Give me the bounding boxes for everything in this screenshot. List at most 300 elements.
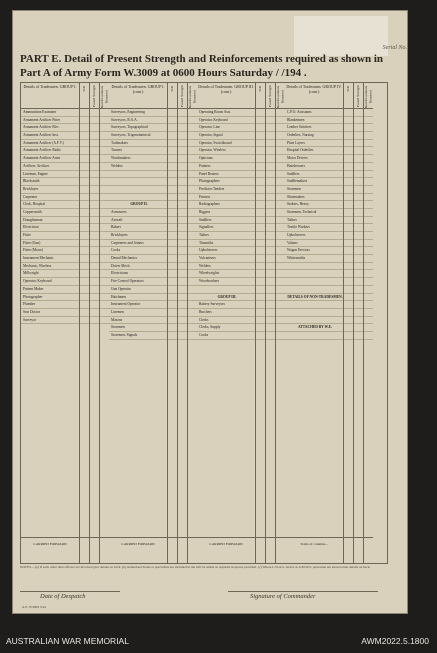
table-cell [80, 224, 89, 232]
table-cell [256, 132, 265, 140]
table-cell [276, 209, 285, 217]
table-cell [188, 178, 197, 186]
table-cell [178, 155, 187, 163]
table-cell [90, 140, 99, 148]
table-cell [256, 309, 265, 317]
table-cell [178, 163, 187, 171]
table-row-label [109, 178, 167, 186]
carried-forward-cell [276, 537, 285, 563]
table-cell [266, 270, 275, 278]
table-cell [100, 178, 109, 186]
table-cell [266, 332, 275, 340]
table-cell [168, 278, 177, 286]
table-cell [266, 209, 275, 217]
table-row-label: Coppersmith [21, 209, 79, 217]
table-cell [80, 194, 89, 202]
table-cell [80, 155, 89, 163]
table-cell [276, 294, 285, 302]
strength-column [80, 83, 90, 563]
table-cell [178, 332, 187, 340]
table-cell [90, 132, 99, 140]
carried-forward-cell [344, 537, 353, 563]
table-row-label: Pattern Maker [21, 286, 79, 294]
table-cell [80, 132, 89, 140]
column-group [285, 83, 373, 563]
table-cell [276, 286, 285, 294]
table-row-label: Masons [109, 317, 167, 325]
table-row-label: Plate Layers [285, 140, 343, 148]
table-row-label: Predictor Tenders [197, 186, 255, 194]
table-cell [188, 186, 197, 194]
table-row-label: Motor Drivers [285, 155, 343, 163]
strength-column [354, 83, 364, 563]
table-cell [80, 294, 89, 302]
table-cell [266, 109, 275, 117]
table-cell [168, 232, 177, 240]
carried-forward-cell [90, 537, 99, 563]
table-cell [90, 309, 99, 317]
table-cell [256, 286, 265, 294]
table-cell [354, 317, 363, 325]
table-cell [100, 201, 109, 209]
table-cell [178, 309, 187, 317]
table-cell [80, 147, 89, 155]
table-row-label: Welders [109, 163, 167, 171]
table-cell [100, 117, 109, 125]
strength-column-heading [276, 83, 285, 109]
table-cell [364, 217, 373, 225]
carried-forward-cell: CARRIED FORWARD [21, 537, 79, 563]
table-cell [354, 240, 363, 248]
table-cell [80, 109, 89, 117]
tradesmen-name-column [197, 83, 256, 563]
table-cell [178, 109, 187, 117]
table-row-label: Electrician [21, 224, 79, 232]
table-row-label: Surveyor [21, 317, 79, 325]
table-cell [266, 132, 275, 140]
table-row-label: Carpenters and Joiners [109, 240, 167, 248]
table-cell [178, 178, 187, 186]
table-row-label: Dental Mechanics [109, 255, 167, 263]
table-cell [100, 124, 109, 132]
table-cell [80, 270, 89, 278]
table-cell [276, 194, 285, 202]
table-row-label [285, 317, 343, 325]
table-row-label: Clerks [197, 317, 255, 325]
table-cell [100, 247, 109, 255]
table-cell [364, 247, 373, 255]
table-cell [276, 140, 285, 148]
column-heading: Details of Tradesmen. GROUP I. [21, 83, 79, 109]
table-cell [100, 278, 109, 286]
table-row-label: Artificer, Artificer [21, 163, 79, 171]
table-row-label [285, 286, 343, 294]
table-cell [178, 247, 187, 255]
table-cell [344, 194, 353, 202]
table-cell [344, 140, 353, 148]
strength-column-heading [364, 83, 373, 109]
table-cell [100, 140, 109, 148]
table-cell [90, 209, 99, 217]
table-cell [178, 317, 187, 325]
table-row-label: Operator, Signal [197, 132, 255, 140]
table-cell [188, 124, 197, 132]
table-cell [80, 171, 89, 179]
table-cell [256, 224, 265, 232]
table-cell [344, 301, 353, 309]
table-cell [276, 240, 285, 248]
table-cell [188, 109, 197, 117]
table-cell [168, 201, 177, 209]
table-cell [364, 186, 373, 194]
table-cell [178, 124, 187, 132]
table-cell [188, 117, 197, 125]
table-cell [364, 278, 373, 286]
table-row-label: Cooks [197, 332, 255, 340]
table-cell [266, 171, 275, 179]
table-cell [344, 171, 353, 179]
table-cell [364, 263, 373, 271]
table-row-label: Printers [197, 194, 255, 202]
table-cell [354, 186, 363, 194]
table-cell [344, 247, 353, 255]
strength-heading-label: Reinforcements Required [188, 85, 197, 108]
carried-forward-cell: CARRIED FORWARD [109, 537, 167, 563]
table-cell [364, 140, 373, 148]
table-cell [276, 132, 285, 140]
table-row-label: Photographers [197, 178, 255, 186]
table-cell [256, 155, 265, 163]
table-cell [90, 317, 99, 325]
table-cell [188, 217, 197, 225]
table-cell [266, 278, 275, 286]
table-cell [100, 109, 109, 117]
table-row-label: Wagon Erectors [285, 247, 343, 255]
table-cell [188, 171, 197, 179]
table-cell [266, 224, 275, 232]
table-row-label: Orderlies, Nursing [285, 132, 343, 140]
table-row-label: Surveyors, Trigonometrical [109, 132, 167, 140]
table-cell [354, 255, 363, 263]
table-cell [80, 309, 89, 317]
table-row-label: Signallers [197, 224, 255, 232]
table-cell [256, 232, 265, 240]
table-cell [188, 201, 197, 209]
table-cell [90, 232, 99, 240]
table-cell [276, 332, 285, 340]
table-cell [344, 332, 353, 340]
paper-tab [294, 16, 388, 56]
strength-column [276, 83, 285, 563]
table-row-label: Bricklayer [21, 186, 79, 194]
table-cell [344, 147, 353, 155]
table-row-label: Fire Control Operators [109, 278, 167, 286]
table-cell [188, 155, 197, 163]
table-row-label: C.P.O. Assistants [285, 109, 343, 117]
table-row-label: Linemen [109, 309, 167, 317]
table-cell [364, 163, 373, 171]
table-row-label: Hospital Orderlies [285, 147, 343, 155]
table-cell [188, 240, 197, 248]
table-cell [276, 324, 285, 332]
table-cell [90, 124, 99, 132]
strength-heading-label: Posted Strength [180, 85, 185, 108]
caption-right: AWM2022.5.1800 [361, 636, 429, 646]
table-row-label: Millwright [21, 270, 79, 278]
carried-forward-cell [178, 537, 187, 563]
table-row-label: Saddlers [197, 217, 255, 225]
table-cell [266, 294, 275, 302]
table-cell [266, 255, 275, 263]
table-cell [364, 155, 373, 163]
table-cell [364, 317, 373, 325]
carried-forward-cell [188, 537, 197, 563]
carried-forward-cell: CARRIED FORWARD [197, 537, 255, 563]
strength-heading-label: Posted Strength [268, 85, 273, 108]
table-cell [276, 109, 285, 117]
table-cell [276, 171, 285, 179]
table-row-label: Radiographers [197, 201, 255, 209]
table-row-label: Fitter (Motor) [21, 247, 79, 255]
table-cell [188, 247, 197, 255]
table-cell [256, 278, 265, 286]
table-row-label: Turners [109, 147, 167, 155]
table-cell [188, 255, 197, 263]
table-cell [266, 186, 275, 194]
table-cell [168, 171, 177, 179]
table-cell [354, 332, 363, 340]
table-row-label: GROUP II. [109, 201, 167, 209]
table-cell [100, 301, 109, 309]
table-cell [80, 117, 89, 125]
table-cell [188, 270, 197, 278]
table-cell [344, 217, 353, 225]
table-cell [80, 255, 89, 263]
table-row-label: DETAILS OF NON-TRADESMEN. [285, 294, 343, 302]
table-cell [364, 294, 373, 302]
table-cell [256, 163, 265, 171]
tradesmen-name-column [109, 83, 168, 563]
table-cell [256, 171, 265, 179]
table-cell [178, 171, 187, 179]
table-cell [100, 194, 109, 202]
table-cell [168, 124, 177, 132]
strength-heading-label: Reinforcements Required [276, 85, 285, 108]
strength-column-heading [168, 83, 177, 109]
table-cell [354, 324, 363, 332]
table-row-label: Storemen [285, 186, 343, 194]
table-cell [344, 232, 353, 240]
table-cell [266, 194, 275, 202]
table-row-label [109, 171, 167, 179]
table-cell [276, 124, 285, 132]
table-cell [354, 301, 363, 309]
table-row-label: Wheelwrights [197, 270, 255, 278]
table-cell [100, 155, 109, 163]
table-cell [80, 124, 89, 132]
table-cell [90, 301, 99, 309]
table-cell [168, 109, 177, 117]
strength-column-heading [266, 83, 275, 109]
table-cell [266, 232, 275, 240]
table-cell [354, 178, 363, 186]
signature-line [228, 591, 378, 592]
table-cell [168, 178, 177, 186]
table-row-label [285, 278, 343, 286]
strength-heading-label: W.E. [258, 85, 263, 92]
table-cell [354, 224, 363, 232]
table-cell [266, 178, 275, 186]
form-title-line-2: Part A of Army Form W.3009 at 0600 Hours Saturday / /194 . [20, 67, 307, 79]
table-cell [100, 147, 109, 155]
table-cell [168, 309, 177, 317]
table-cell [266, 317, 275, 325]
table-cell [90, 201, 99, 209]
table-cell [354, 217, 363, 225]
table-cell [178, 270, 187, 278]
table-cell [188, 232, 197, 240]
table-row-label: Photographer [21, 294, 79, 302]
serial-number-label: Serial No. [382, 45, 407, 51]
table-cell [80, 217, 89, 225]
table-cell [168, 217, 177, 225]
table-cell [276, 117, 285, 125]
table-cell [364, 201, 373, 209]
table-cell [354, 171, 363, 179]
table-row-label: Shoemakers [285, 194, 343, 202]
table-cell [256, 332, 265, 340]
table-row-label: Whitesmiths [285, 255, 343, 263]
strength-column-heading [344, 83, 353, 109]
table-cell [354, 209, 363, 217]
column-heading: Details of Tradesmen. GROUP I. (cont.) [109, 83, 167, 109]
table-row-label: Cooks [109, 247, 167, 255]
table-row-label: Toolmakers [109, 140, 167, 148]
table-cell [256, 240, 265, 248]
table-cell [178, 194, 187, 202]
table-cell [168, 147, 177, 155]
table-row-label: Clerk, Hospital [21, 201, 79, 209]
strength-heading-label: W.E. [346, 85, 351, 92]
table-cell [178, 217, 187, 225]
table-cell [364, 286, 373, 294]
table-cell [266, 140, 275, 148]
table-cell [344, 309, 353, 317]
table-cell [178, 132, 187, 140]
table-cell [354, 132, 363, 140]
table-cell [100, 232, 109, 240]
table-row-label: Painters [197, 163, 255, 171]
table-cell [256, 301, 265, 309]
strength-column-heading [178, 83, 187, 109]
table-row-label: Surveyors, Engineering [109, 109, 167, 117]
table-cell [90, 109, 99, 117]
table-row-label: Electricians [109, 270, 167, 278]
table-cell [354, 147, 363, 155]
table-row-label: Leather Stitchers [285, 124, 343, 132]
table-cell [188, 209, 197, 217]
table-cell [188, 140, 197, 148]
table-cell [344, 132, 353, 140]
table-cell [364, 224, 373, 232]
table-cell [276, 247, 285, 255]
strength-column-heading [80, 83, 89, 109]
table-cell [344, 124, 353, 132]
table-cell [178, 186, 187, 194]
strength-column-heading [188, 83, 197, 109]
table-row-label: Armament Artificer Arms [21, 155, 79, 163]
table-row-label: Blacksmith [21, 178, 79, 186]
carried-forward-cell [364, 537, 373, 563]
table-row-label: Draughtsman [21, 217, 79, 225]
table-cell [344, 155, 353, 163]
table-cell [344, 255, 353, 263]
table-cell [256, 209, 265, 217]
table-row-label [285, 332, 343, 340]
table-cell [364, 171, 373, 179]
table-cell [90, 286, 99, 294]
table-row-label [197, 286, 255, 294]
table-cell [188, 194, 197, 202]
table-row-label: Instrument Operator [109, 301, 167, 309]
table-cell [354, 270, 363, 278]
table-cell [256, 324, 265, 332]
table-cell [344, 294, 353, 302]
table-row-label [285, 301, 343, 309]
table-cell [90, 247, 99, 255]
table-row-label [285, 263, 343, 271]
table-row-label: Valuers [285, 240, 343, 248]
table-cell [178, 117, 187, 125]
table-cell [168, 286, 177, 294]
table-cell [266, 286, 275, 294]
table-cell [168, 140, 177, 148]
table-cell [256, 140, 265, 148]
table-cell [100, 171, 109, 179]
table-cell [344, 224, 353, 232]
table-cell [168, 155, 177, 163]
table-cell [364, 324, 373, 332]
table-cell [90, 171, 99, 179]
strength-column [364, 83, 373, 563]
table-cell [90, 224, 99, 232]
table-cell [178, 263, 187, 271]
table-cell [276, 163, 285, 171]
table-cell [354, 286, 363, 294]
table-row-label [109, 186, 167, 194]
table-cell [276, 317, 285, 325]
table-cell [168, 163, 177, 171]
table-cell [168, 224, 177, 232]
strength-column-heading [354, 83, 363, 109]
strength-heading-label: Posted Strength [356, 85, 361, 108]
table-cell [168, 270, 177, 278]
table-cell [256, 117, 265, 125]
table-row-label: Bricklayers [109, 232, 167, 240]
table-row-label: Saddlemakers [285, 178, 343, 186]
table-cell [178, 255, 187, 263]
table-cell [276, 224, 285, 232]
table-cell [80, 278, 89, 286]
table-cell [188, 163, 197, 171]
table-cell [168, 186, 177, 194]
table-row-label: Tailors [197, 232, 255, 240]
table-cell [100, 270, 109, 278]
table-cell [100, 163, 109, 171]
table-cell [256, 247, 265, 255]
table-cell [90, 263, 99, 271]
table-cell [344, 178, 353, 186]
